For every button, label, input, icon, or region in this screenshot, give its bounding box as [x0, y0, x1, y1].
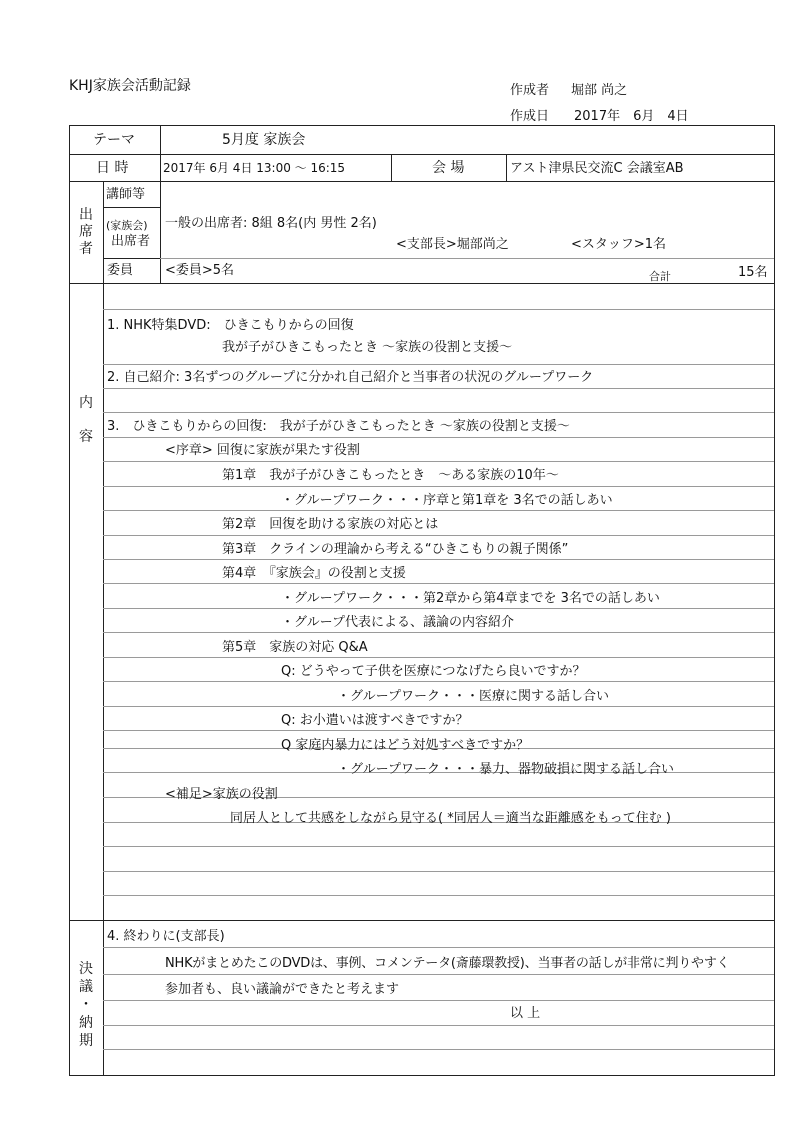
content-line: 同居人として共感をしながら見守る( *同居人＝適当な距離感をもって住む ) [230, 811, 671, 826]
venue-value: アスト津県民交流C 会議室AB [510, 161, 684, 176]
attendees-section-label: 出 席 者 [79, 207, 93, 257]
committee-label: 委員 [107, 263, 134, 278]
committee-value: <委員>5名 [165, 263, 235, 278]
date-label: 作成日 [510, 109, 550, 124]
decision-section-label: 決 議 ・ 納 期 [79, 961, 93, 1049]
datetime-value: 2017年 6月 4日 13:00 ～ 16:15 [163, 161, 346, 175]
date-value: 2017年 6月 4日 [574, 109, 689, 124]
content-line: 1. NHK特集DVD: ひきこもりからの回復 [107, 318, 354, 333]
content-line: Q: お小遣いは渡すべきですか？ [281, 713, 469, 728]
content-line: <序章> 回復に家族が果たす役割 [165, 443, 360, 458]
decision-line: 参加者も、良い議論ができたと考えます [165, 982, 400, 997]
content-line: <補足>家族の役割 [165, 787, 278, 802]
content-line: 第1章 我が子がひきこもったとき ～ある家族の10年～ [222, 468, 559, 483]
content-line: ・グループワーク・・・医療に関する話し合い [337, 689, 609, 704]
general-attendees-text: 一般の出席者: 8組 8名(内 男性 2名) [165, 216, 377, 231]
decision-line: NHKがまとめたこのDVDは、事例、コメンテータ(斎藤環教授)、当事者の話しが非常に判りやすく [165, 956, 730, 971]
branch-head-text: <支部長>堀部尚之 [396, 237, 509, 252]
total-label: 合計 [649, 270, 671, 283]
family-label-2: 出席者 [111, 234, 151, 249]
content-line: ・グループワーク・・・第2章から第4章までを 3名での話しあい [281, 591, 660, 606]
content-line: 3. ひきこもりからの回復: 我が子がひきこもったとき ～家族の役割と支援～ [107, 419, 570, 434]
content-line: Q 家庭内暴力にはどう対処すべきですか？ [281, 738, 530, 753]
content-line: 第3章 クラインの理論から考える“ひきこもりの親子関係” [222, 542, 569, 557]
total-value: 15名 [738, 265, 768, 280]
content-line: ・グループワーク・・・序章と第1章を 3名での話しあい [281, 493, 613, 508]
lecturer-label: 講師等 [106, 187, 146, 202]
decision-line: 4. 終わりに(支部長) [107, 929, 225, 944]
closing-mark: 以 上 [510, 1006, 541, 1021]
datetime-label: 日 時 [96, 160, 129, 176]
content-line: 第4章 『家族会』の役割と支援 [222, 566, 406, 581]
theme-value: 5月度 家族会 [222, 132, 306, 148]
content-line: Q: どうやって子供を医療につなげたら良いですか？ [281, 664, 586, 679]
theme-label: テーマ [93, 132, 135, 148]
content-line: 第5章 家族の対応 Q&A [222, 640, 368, 655]
family-label-1: (家族会) [106, 219, 148, 232]
content-section-label: 内 容 [79, 395, 93, 445]
author-label: 作成者 [510, 83, 550, 98]
content-line: 第2章 回復を助ける家族の対応とは [222, 517, 439, 532]
content-line: 2. 自己紹介: 3名ずつのグループに分かれ自己紹介と当事者の状況のグループワーク [107, 370, 594, 385]
staff-text: <スタッフ>1名 [571, 237, 667, 252]
venue-label: 会 場 [432, 160, 465, 176]
content-line: ・グループ代表による、議論の内容紹介 [281, 615, 514, 630]
author-name: 堀部 尚之 [571, 83, 628, 98]
document-title: KHJ家族会活動記録 [69, 78, 191, 94]
content-line: ・グループワーク・・・暴力、器物破損に関する話し合い [337, 762, 674, 777]
content-line: 我が子がひきこもったとき ～家族の役割と支援～ [222, 340, 513, 355]
